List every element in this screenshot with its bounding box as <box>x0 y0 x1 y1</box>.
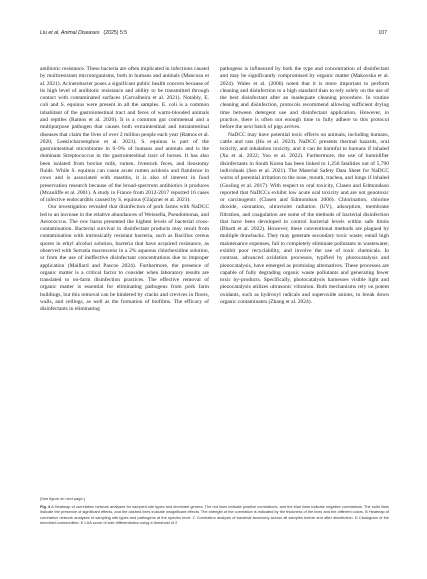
figure-label: Fig. 4 <box>40 503 51 509</box>
left-column <box>40 66 209 314</box>
right-column <box>220 66 389 306</box>
paragraph: NaDCC may have potential toxic effects on animals, including humans, cattle and rats (Hu et al. 2024). NaDCC presents thermal hazards, oral toxicity, and inhalation toxicity, and it can be harmful to humans if inhaled (Xu et al. 2022; Yoo et al. 2022). Furthermore, the use of humidifier disinfectants in South Korea has been linked to 1,256 fatalities out of 5,790 individuals (Seo et al. 2021). The Material Safety Data Sheet for NaDCC warns of potential irritation to the nose, mouth, trachea, and lungs if inhaled (Gosling et al. 2017). With respect to oral toxicity, Clasen and Edmondson reported that NaDCCs exhibit low acute oral toxicity and are not genotoxic or carcinogenic (Clasen and Edmondson 2006). Chlorination, chlorine dioxide, ozonation, ultraviolet radiation (UV), adsorption, membrane filtration, and coagulation are some of the methods of bacterial disinfection that have been developed to control bacterial levels within safe limits (Bharti et al. 2022). However, these conventional methods are plagued by multiple drawbacks. They may generate secondary toxic waste, entail high maintenance expenses, fail to completely eliminate pollutants in wastewater, exhibit poor recyclability, and involve the use of toxic chemicals. In contrast, advanced oxidation processes, typified by photocatalysis and piezocatalysis, have emerged as promising alternatives. These processes are capable of fully degrading organic waste pollutants and generating fewer toxic by-products. Specifically, photocatalysis harnesses visible light and piezocatalysis utilizes ultrasonic vibration. Both mechanisms rely on potent oxidants, such as hydroxyl radicals and superoxide anions, to break down organic contaminants (Zhang et al. 2024). <box>220 131 389 305</box>
page-number: 107 <box>378 30 387 36</box>
body-columns <box>40 66 389 426</box>
paragraph: antibiotic resistance. These bacteria are often implicated in infections caused by multiresistant microorganisms, both in humans and animals (Mancuso et al. 2021). Acinetobacter poses a significant public health concern because of its high level of antibiotic resistance and ability to be transmitted through contact with contaminated surfaces (Carvalheira et al. 2021). Notably, E. coli and S. equinus were present in all the samples. E. coli is a common inhabitant of the gastrointestinal tract and feces of warm-blooded animals and reptiles (Ramos et al. 2020). It is a common gut commensal and a multipurpose pathogen that causes both extraintestinal and intraintestinal diseases that claim the lives of over 2 million people each year (Ramos et al. 2020; Leekitcharoenphon et al. 2021). S. equinus is part of the gastrointestinal microbiome in 6–9% of humans and animals and is the dominant Streptococcus in the gastrointestinal tract of horses. It has also been isolated from bovine milk, rumen, livestock feces, and ileostomy fluids. While S. equinus can cause acute rumen acidosis and flatulence in cows and is associated with mastitis, it is also of interest in food preservation research because of the broad-spectrum antibiotics it produces (Mcauliffe et al. 2001). A study in France from 2012-2017 reported 16 cases of infective endocarditis caused by S. equinus (Glajzner et al. 2021). <box>40 66 209 204</box>
journal-name: Liu et al. Animal Diseases <box>40 30 100 36</box>
figure-caption <box>40 496 389 526</box>
see-figure-note: (See figure on next page.) <box>40 496 85 501</box>
year-volume: (2025) 5:5 <box>103 30 128 36</box>
paragraph: Our investigation revealed that disinfection of pork farms with NaDCC led to an increase in the relative abundances of Weissella, Pseudomonas, and Aerococcus. The row barns presented the highest levels of bacterial cross-contamination. Bacterial survival in disinfectant products may result from contamination with intrinsically resistant bacteria, such as Bacillus cereus spores in ethyl alcohol solution, bacteria that have acquired resistance, as observed with Serratia marcescens in a 2% aqueous chlorhexidine solution, or from the use of ineffective disinfectant concentrations due to improper application (Maillard and Pascoe 2024). Furthermore, the presence of organic matter is a critical factor to consider when laboratory results are translated to on-farm disinfection practices. The effective removal of organic matter is essential for eliminating pathogens from pork farm buildings, but this removal can be hindered by cracks and crevices in floors, walls, and ceilings, as well as the formation of biofilms. The efficacy of disinfectants in eliminating <box>40 204 209 313</box>
journal-citation <box>40 30 127 36</box>
caption-text: A Heatmap of correlation network analyses for sampled site types and dominant genera. The red lines indicate positive correlations, and the blue lines indicate negative correlations. The solid lines indicate the presence of significant effects, and the dashed lines indicate insignificant effects. The strength of the correlation is indicated by the thickness of the lines and the different colors. B Heatmap of correlation network analyses of sampling site types and pathogens at the species level. C Correlation analysis of bacterial taxonomy across all samples before and after disinfection. D Cladogram of the microbial communities. E LDA score of size differentiation using a threshold of 2 <box>40 503 389 526</box>
paragraph: pathogens is influenced by both the type and concentration of disinfectant and may be significantly compromised by organic matter (Makovska et al. 2024). Wales et al. (2006) noted that it is more important to perform cleaning and disinfection to a high standard than to rely solely on the use of the best disinfectant after an inadequate cleaning procedure. In routine cleaning and disinfection, protocols recommend allowing sufficient drying time between detergent use and disinfectant application. However, in practice, there is often not enough time to fully adhere to this protocol before the next batch of pigs arrives. <box>220 66 389 131</box>
running-header <box>40 30 387 40</box>
